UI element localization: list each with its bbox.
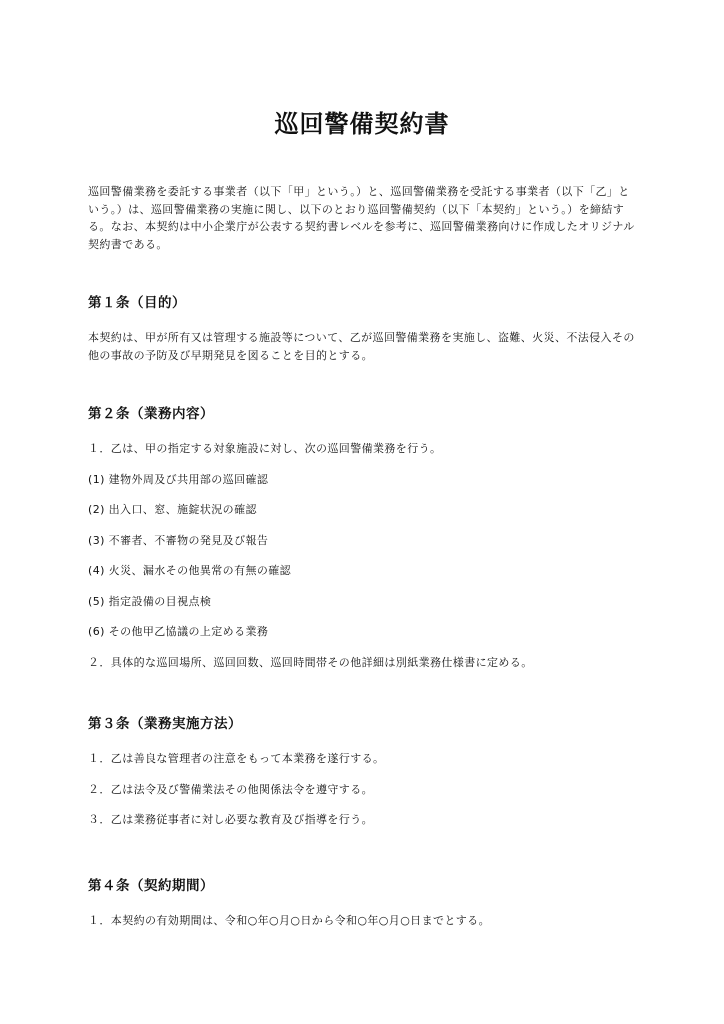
clause-item: ２．乙は法令及び警備業法その他関係法令を遵守する。 — [88, 782, 373, 796]
article-title: 第１条（目的） — [88, 295, 186, 311]
clause-item: (5) 指定設備の目視点検 — [88, 594, 212, 608]
article-4 — [88, 874, 640, 943]
article-title: 第４条（契約期間） — [88, 878, 214, 894]
clause-item: (3) 不審者、不審物の発見及び報告 — [88, 533, 269, 547]
article-title: 第３条（業務実施方法） — [88, 716, 242, 732]
clause-item: １．乙は善良な管理者の注意をもって本業務を遂行する。 — [88, 752, 385, 765]
clause-item: １．乙は、甲の指定する対象施設に対し、次の巡回警備業務を行う。 — [88, 442, 442, 455]
article-3 — [88, 712, 640, 842]
article-2 — [88, 402, 640, 684]
article-title: 第２条（業務内容） — [88, 406, 214, 422]
preamble: 巡回警備業務を委託する事業者（以下「甲」という。）と、巡回警備業務を受託する事業者（以下「乙」という。）は、巡回警備業務の実施に関し、以下のとおり巡回警備契約（以下「本契約」という。）を締結する。なお、本契約は中小企業庁が公表する契約書レベルを参考に、巡回警備業務向けに作成したオリジナル契約書である。 — [88, 185, 635, 251]
clause-item: １．本契約の有効期間は、令和○年○月○日から令和○年○月○日までとする。 — [88, 914, 490, 927]
clause-item: ３．乙は業務従事者に対し必要な教育及び指導を行う。 — [88, 813, 373, 826]
document-title: 巡回警備契約書 — [274, 110, 450, 138]
clause-item: (2) 出入口、窓、施錠状況の確認 — [88, 503, 257, 516]
article-1 — [88, 291, 640, 364]
article-body: 本契約は、甲が所有又は管理する施設等について、乙が巡回警備業務を実施し、盗難、火災、不法侵入その他の事故の予防及び早期発見を図ることを目的とする。 — [88, 331, 635, 362]
clause-item: (4) 火災、漏水その他異常の有無の確認 — [88, 564, 292, 577]
clause-item: (6) その他甲乙協議の上定める業務 — [88, 625, 269, 638]
clause-item: (1) 建物外周及び共用部の巡回確認 — [88, 472, 269, 486]
clause-item: ２．具体的な巡回場所、巡回回数、巡回時間帯その他詳細は別紙業務仕様書に定める。 — [88, 655, 533, 669]
